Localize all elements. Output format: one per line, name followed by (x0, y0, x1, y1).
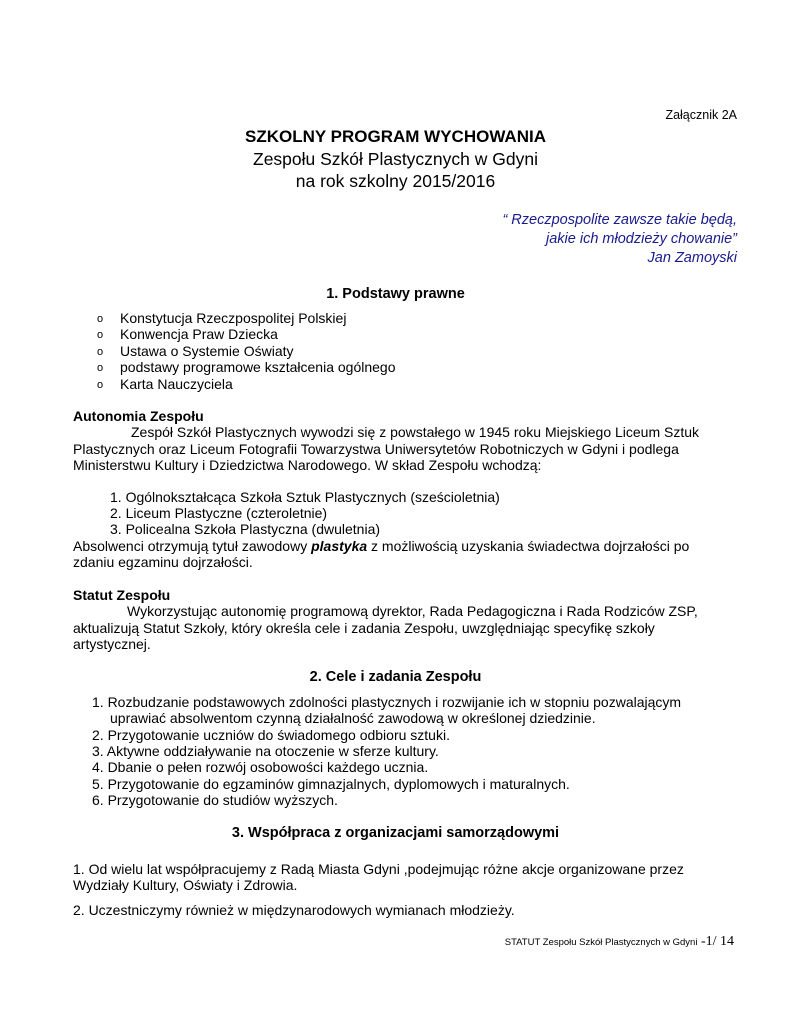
goals-list-item: 5. Przygotowanie do egzaminów gimnazjalnych, dyplomowych i maturalnych. (92, 776, 570, 792)
list-bullet-icon: o (97, 362, 104, 374)
quote-author: Jan Zamoyski (647, 250, 737, 266)
school-list-item: 2. Liceum Plastyczne (czteroletnie) (110, 505, 328, 521)
statute-heading: Statut Zespołu (73, 587, 171, 603)
document-subtitle-year: na rok szkolny 2015/2016 (295, 171, 496, 191)
section-2-heading: 2. Cele i zadania Zespołu (309, 669, 482, 685)
section-1-heading: 1. Podstawy prawne (326, 286, 465, 302)
cooperation-paragraph-line: Wydziały Kultury, Oświaty i Zdrowia. (73, 877, 298, 893)
document-subtitle-school: Zespołu Szkół Plastycznych w Gdyni (253, 149, 538, 169)
list-bullet-icon: o (97, 329, 104, 341)
goals-list-item-continued: uprawiać absolwentom czynną działalność zawodową w określonej dziedzinie. (110, 710, 596, 726)
list-item: podstawy programowe kształcenia ogólnego (120, 359, 396, 375)
list-item: Konwencja Praw Dziecka (120, 326, 278, 342)
autonomy-paragraph-line: Zespół Szkół Plastycznych wywodzi się z powstałego w 1945 roku Miejskiego Liceum Sztuk (131, 424, 700, 440)
page-number: -1/ 14 (697, 934, 734, 949)
list-bullet-icon: o (97, 313, 104, 325)
goals-list-item: 4. Dbanie o pełen rozwój osobowości każdego ucznia. (92, 759, 429, 775)
statute-paragraph-line: aktualizują Statut Szkoły, który określa cele i zadania Zespołu, uwzględniając specyfikę szkoły (73, 620, 655, 636)
graduates-text: z możliwością uzyskania świadectwa dojrzałości po (367, 538, 690, 554)
section-3-heading: 3. Współpraca z organizacjami samorządowymi (231, 825, 560, 841)
cooperation-paragraph-line: 1. Od wielu lat współpracujemy z Radą Miasta Gdyni ,podejmując różne akcje organizowane przez (73, 861, 684, 877)
list-bullet-icon: o (97, 379, 104, 391)
graduates-line (73, 538, 689, 554)
autonomy-heading: Autonomia Zespołu (73, 408, 204, 424)
goals-list-item: 1. Rozbudzanie podstawowych zdolności plastycznych i rozwijanie ich w stopniu pozwalającym (92, 694, 682, 710)
graduates-line: zdaniu egzaminu dojrzałości. (73, 554, 253, 570)
list-item: Ustawa o Systemie Oświaty (120, 343, 294, 359)
list-item: Konstytucja Rzeczpospolitej Polskiej (120, 310, 347, 326)
autonomy-paragraph-line: Plastycznych oraz Liceum Fotografii Towarzystwa Uniwersytetów Robotniczych w Gdyni i podlega (73, 441, 679, 457)
statute-paragraph-line: Wykorzystując autonomię programową dyrektor, Rada Pedagogiczna i Rada Rodziców ZSP, (127, 603, 698, 619)
goals-list-item: 2. Przygotowanie uczniów do świadomego odbioru sztuki. (92, 727, 450, 743)
goals-list-item: 6. Przygotowanie do studiów wyższych. (92, 792, 338, 808)
autonomy-paragraph-line: Ministerstwu Kultury i Dziedzictwa Narodowego. W skład Zespołu wchodzą: (73, 457, 542, 473)
footer-text: STATUT Zespołu Szkół Plastycznych w Gdyni (504, 937, 698, 948)
quote-line-1: “ Rzeczpospolite zawsze takie będą, (502, 212, 737, 228)
list-bullet-icon: o (97, 346, 104, 358)
school-list-item: 1. Ogólnokształcąca Szkoła Sztuk Plastycznych (sześcioletnia) (110, 489, 500, 505)
annex-label: Załącznik 2A (665, 108, 737, 122)
page-footer (505, 934, 734, 950)
statute-paragraph-line: artystycznej. (73, 636, 151, 652)
goals-list-item: 3. Aktywne oddziaływanie na otoczenie w sferze kultury. (92, 743, 439, 759)
school-list-item: 3. Policealna Szkoła Plastyczna (dwuletnia) (110, 521, 381, 537)
quote-line-2: jakie ich młodzieży chowanie” (546, 231, 737, 247)
graduates-text: Absolwenci otrzymują tytuł zawodowy (73, 538, 312, 554)
graduates-title-emphasis: plastyka (311, 538, 368, 554)
document-title: SZKOLNY PROGRAM WYCHOWANIA (245, 127, 546, 146)
cooperation-paragraph-line: 2. Uczestniczymy również w międzynarodowych wymianach młodzieży. (73, 902, 515, 918)
list-item: Karta Nauczyciela (120, 376, 233, 392)
